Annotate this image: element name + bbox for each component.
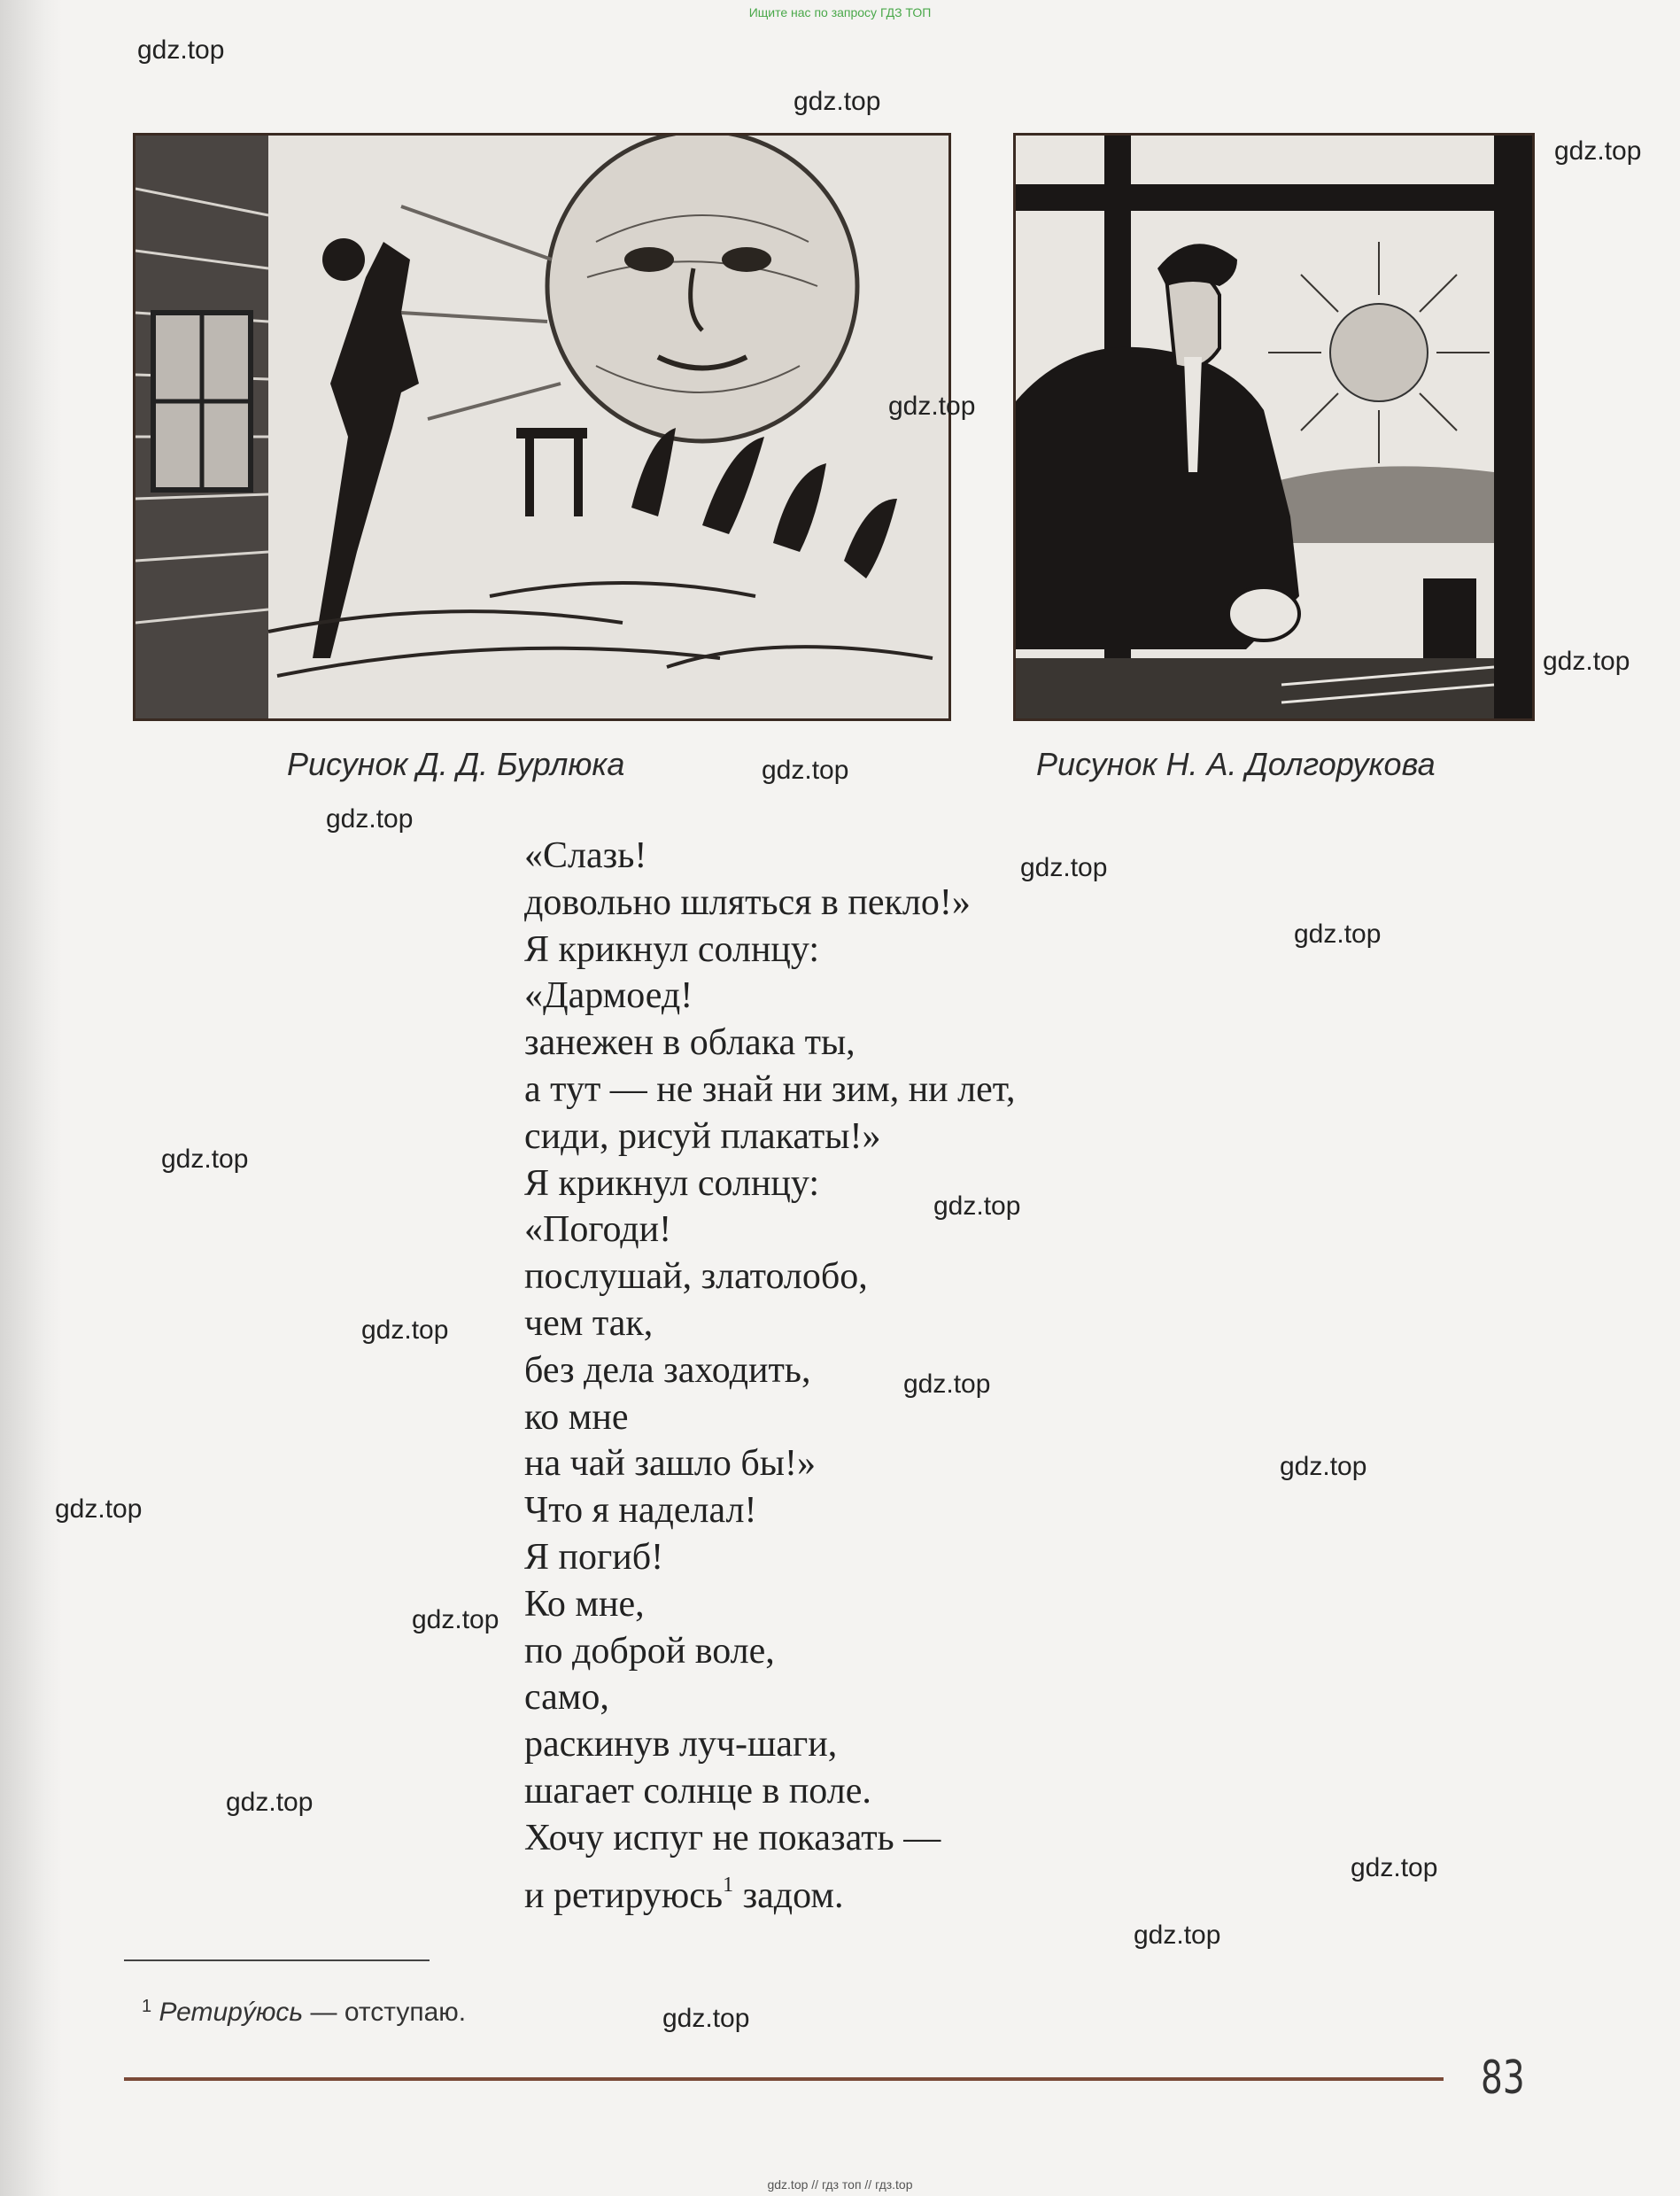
footnote-term: Ретирýюсь (159, 1998, 304, 2027)
watermark: gdz.top (55, 1494, 143, 1524)
poem-line: Я крикнул солнцу: (524, 1162, 820, 1204)
footnote (142, 1997, 466, 2028)
poem-line: раскинув луч-шаги, (524, 1724, 838, 1765)
footnote-ref-mark: 1 (723, 1873, 734, 1897)
watermark: gdz.top (226, 1788, 314, 1817)
poem-line-last (524, 1862, 1015, 1920)
poem-line: Я крикнул солнцу: (524, 928, 820, 970)
watermark: gdz.top (137, 35, 225, 65)
watermark: gdz.top (1294, 920, 1382, 949)
watermark: gdz.top (326, 804, 414, 834)
page-bottom-rule (124, 2077, 1444, 2081)
watermark: gdz.top (1351, 1853, 1438, 1882)
poem-line: шагает солнце в поле. (524, 1770, 871, 1812)
poem-line: ко мне (524, 1396, 629, 1438)
watermark: gdz.top (1554, 136, 1642, 166)
poem-line: без дела заходить, (524, 1349, 811, 1391)
footnote-definition: отступаю. (344, 1998, 467, 2027)
poem-line: Я погиб! (524, 1536, 664, 1578)
poem-line: а тут — не знай ни зим, ни лет, (524, 1068, 1016, 1110)
poem-line: по доброй воле, (524, 1630, 775, 1672)
caption-burliuk: Рисунок Д. Д. Бурлюка (287, 746, 625, 782)
watermark: gdz.top (412, 1605, 499, 1634)
watermark: gdz.top (662, 2004, 750, 2033)
bottom-banner: gdz.top // гдз топ // гдз.top (767, 2177, 913, 2192)
poem-line: «Погоди! (524, 1209, 672, 1251)
watermark: gdz.top (794, 87, 881, 116)
footnote-dash: — (303, 1998, 345, 2027)
poem-line: чем так, (524, 1302, 654, 1344)
poem-last-before: и ретируюсь (524, 1874, 724, 1916)
footnote-divider (124, 1959, 430, 1961)
watermark: gdz.top (1280, 1452, 1367, 1481)
poem-line: Что я наделал! (524, 1490, 757, 1532)
poem-line: Ко мне, (524, 1583, 645, 1625)
poem-line: «Дармоед! (524, 975, 693, 1017)
illustration-burliuk (133, 133, 951, 721)
watermark: gdz.top (888, 392, 976, 421)
watermark: gdz.top (762, 756, 849, 785)
poem-last-after: задом. (733, 1874, 844, 1916)
poem-line: довольно шляться в пекло!» (524, 881, 971, 923)
top-banner: Ищите нас по запросу ГДЗ ТОП (748, 5, 932, 19)
poem-line: на чай зашло бы!» (524, 1443, 816, 1485)
watermark: gdz.top (161, 1145, 249, 1174)
poem-line: послушай, златолобо, (524, 1256, 868, 1298)
illustration-dolgorukov (1013, 133, 1535, 721)
poem-line: занежен в облака ты, (524, 1022, 855, 1064)
watermark: gdz.top (1543, 647, 1630, 676)
caption-dolgorukov: Рисунок Н. А. Долгорукова (1036, 746, 1436, 782)
watermark: gdz.top (1134, 1921, 1221, 1950)
watermark: gdz.top (903, 1370, 991, 1399)
footnote-mark: 1 (142, 1997, 152, 2016)
page-number: 83 (1481, 2052, 1525, 2105)
binding-shadow (0, 0, 62, 2196)
poem-line: сиди, рисуй плакаты!» (524, 1115, 881, 1157)
watermark: gdz.top (361, 1315, 449, 1345)
watermark: gdz.top (1020, 853, 1108, 882)
poem-line: само, (524, 1677, 609, 1719)
dolgorukov-drawing (1016, 136, 1532, 718)
poem-line: «Слазь! (524, 835, 647, 876)
poem-line: Хочу испуг не показать — (524, 1817, 941, 1858)
burliuk-drawing (135, 136, 948, 718)
watermark: gdz.top (933, 1191, 1021, 1221)
